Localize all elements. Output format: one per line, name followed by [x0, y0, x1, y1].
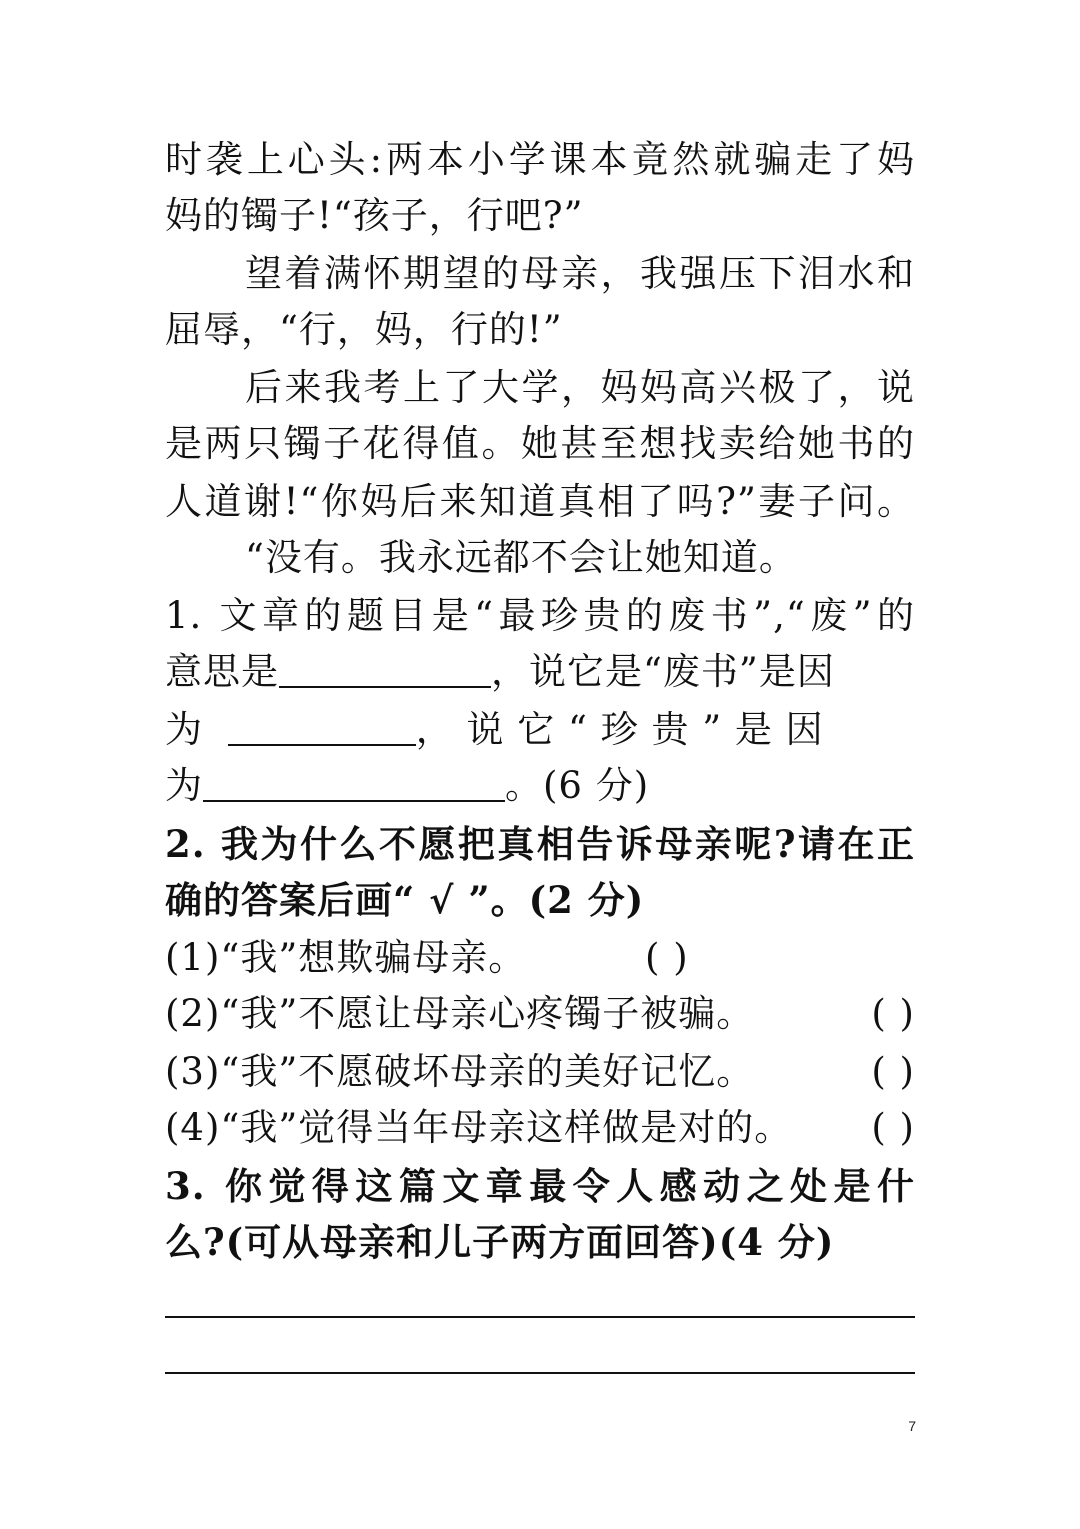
q2-option-1-answer-box[interactable]: ( )	[645, 936, 689, 979]
passage-line-4: 屈辱，“行，妈，行的!”	[165, 308, 563, 351]
q1-line-3-suffix: ， 说 它 “ 珍 贵 ” 是 因	[415, 708, 824, 751]
q1-blank-why-waste[interactable]	[228, 704, 416, 746]
q2-option-3	[165, 1044, 915, 1100]
q2-option-2-answer-box[interactable]: ( )	[871, 992, 915, 1035]
q1-line-4-suffix: 。(6 分)	[505, 764, 650, 807]
page-number: 7	[908, 1418, 916, 1434]
passage-line-7: 人道谢!“你妈后来知道真相了吗?”妻子问。	[165, 480, 915, 523]
q2-stem-line-1: 2. 我为什么不愿把真相告诉母亲呢?请在正	[165, 822, 915, 866]
passage-line-2: 妈的镯子!“孩子，行吧?”	[165, 194, 584, 237]
q2-option-2-text: (2)“我”不愿让母亲心疼镯子被骗。	[165, 992, 755, 1035]
q3-answer-line-2[interactable]	[165, 1372, 915, 1374]
q1-blank-meaning[interactable]	[279, 646, 491, 688]
q2-option-4-text: (4)“我”觉得当年母亲这样做是对的。	[165, 1106, 793, 1149]
q2-option-4-answer-box[interactable]: ( )	[871, 1106, 915, 1149]
q1-line-2-prefix: 意思是	[165, 650, 279, 693]
q1-stem-line-1: 1. 文章的题目是“最珍贵的废书”,“废”的	[165, 594, 915, 637]
q2-option-3-text: (3)“我”不愿破坏母亲的美好记忆。	[165, 1050, 755, 1093]
q2-stem-line-2: 确的答案后画“ √ ”。(2 分)	[165, 878, 645, 922]
q2-option-2	[165, 986, 915, 1042]
q2-option-1	[165, 930, 915, 986]
q3-stem-line-1: 3. 你觉得这篇文章最令人感动之处是什	[165, 1164, 915, 1208]
q1-line-2-suffix: ，说它是“废书”是因	[491, 650, 835, 693]
q1-blank-why-precious[interactable]	[203, 760, 505, 802]
q1-line-3	[165, 702, 915, 758]
q3-stem-line-2: 么?(可从母亲和儿子两方面回答)(4 分)	[165, 1220, 835, 1264]
q1-line-3-prefix: 为	[165, 708, 203, 751]
q2-option-4	[165, 1100, 915, 1156]
passage-line-6: 是两只镯子花得值。她甚至想找卖给她书的	[165, 422, 915, 465]
passage-line-3: 望着满怀期望的母亲，我强压下泪水和	[245, 252, 915, 295]
passage-line-5: 后来我考上了大学，妈妈高兴极了，说	[245, 366, 915, 409]
q1-line-4-prefix: 为	[165, 764, 203, 807]
q2-option-3-answer-box[interactable]: ( )	[871, 1050, 915, 1093]
passage-line-8: “没有。我永远都不会让她知道。	[245, 536, 797, 579]
q3-answer-line-1[interactable]	[165, 1316, 915, 1318]
passage-line-1: 时袭上心头:两本小学课本竟然就骗走了妈	[165, 138, 915, 181]
q1-line-4	[165, 758, 915, 814]
q2-option-1-text: (1)“我”想欺骗母亲。	[165, 936, 527, 979]
q1-line-2	[165, 644, 915, 700]
